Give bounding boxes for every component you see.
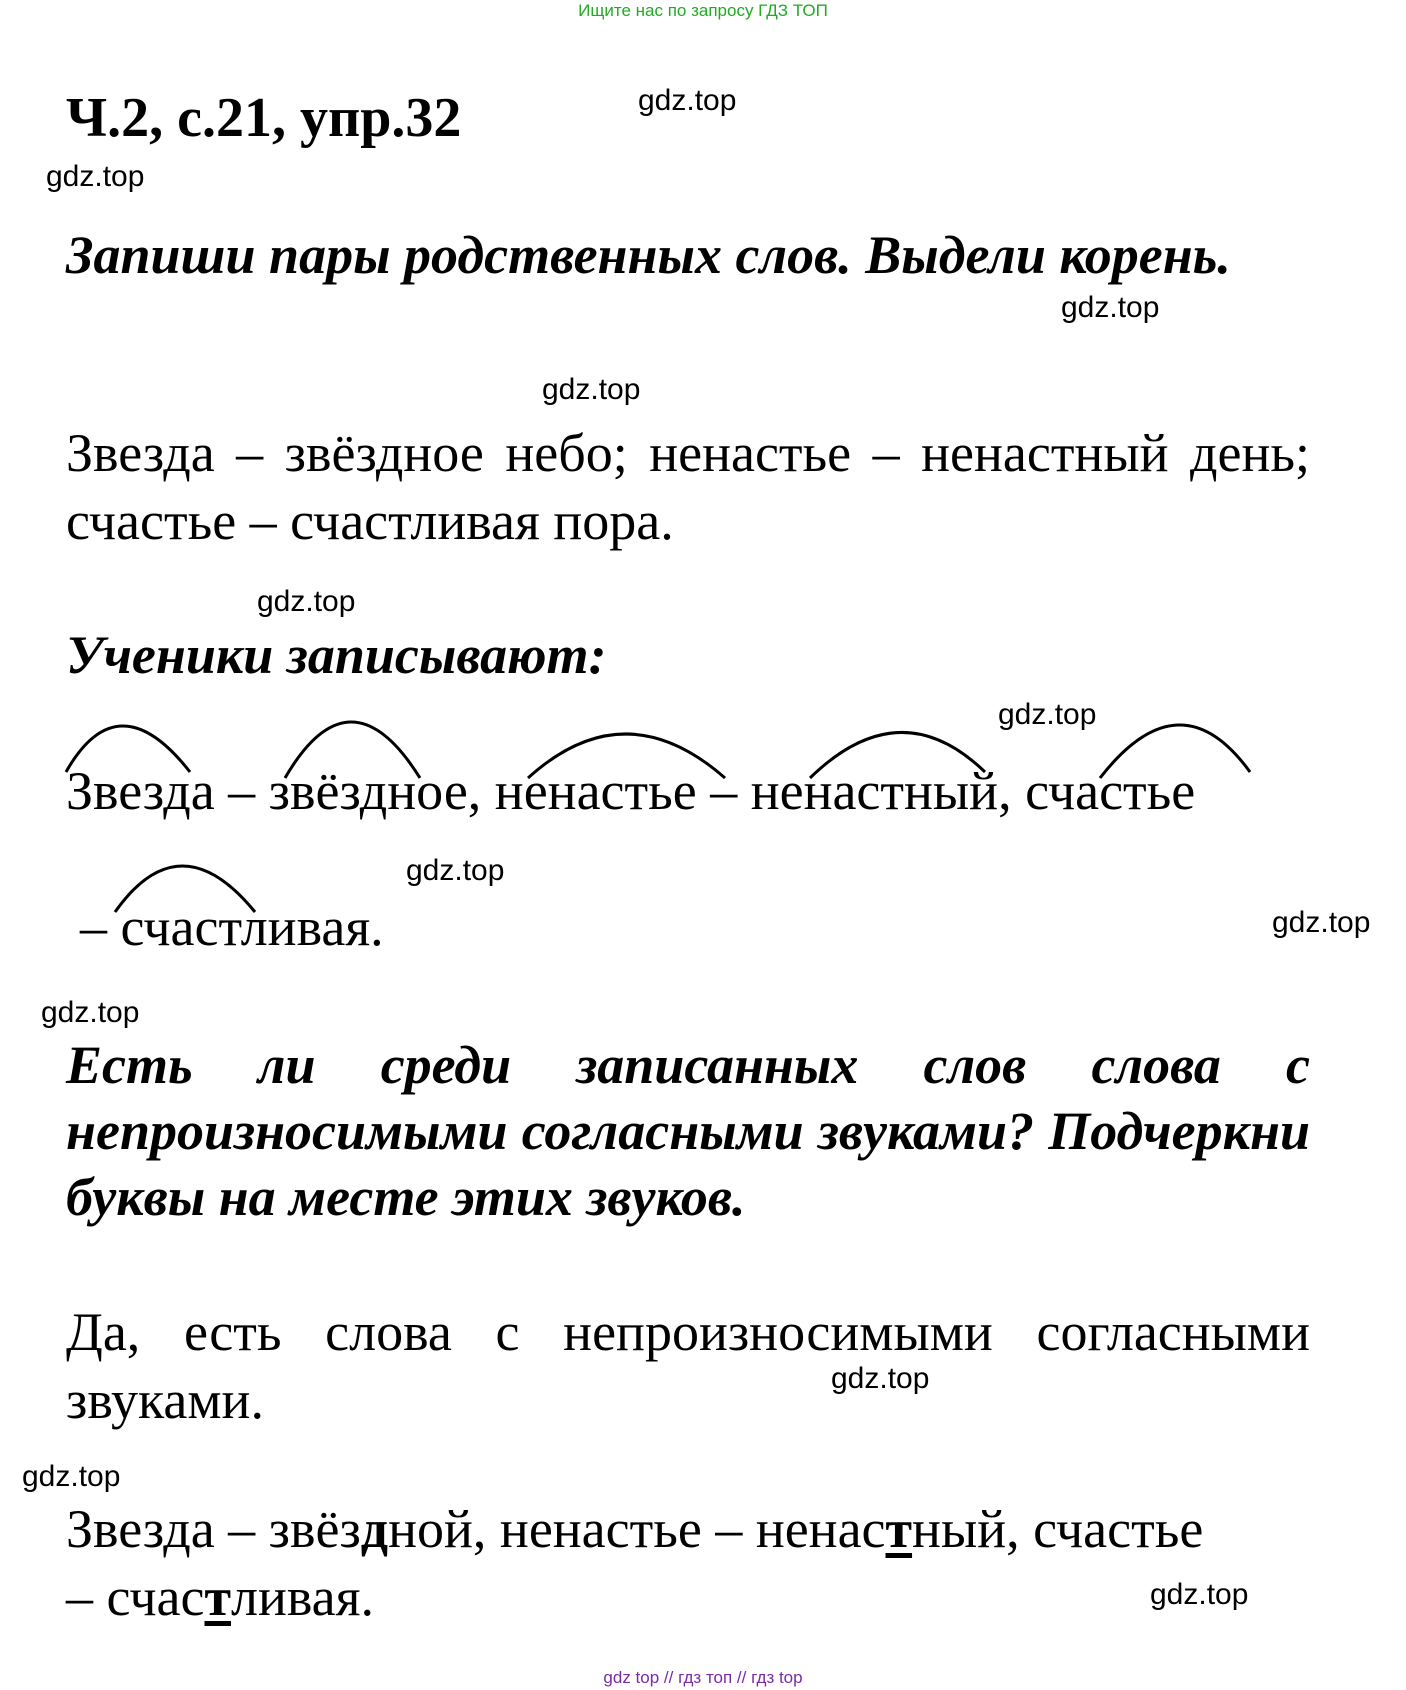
watermark: gdz.top <box>998 698 1097 731</box>
underlined-letter: т <box>885 1499 913 1559</box>
task-instruction-1: Запиши пары родственных слов. Выдели корень. <box>66 225 1231 285</box>
watermark: gdz.top <box>22 1460 121 1493</box>
answer-paragraph-2: Да, есть слова с непроизносимыми согласными звуками. <box>66 1302 1310 1430</box>
watermark: gdz.top <box>638 84 737 117</box>
text-segment: ный, счастье <box>912 1499 1204 1559</box>
text-segment: Звезда – звёз <box>66 1499 361 1559</box>
watermark: gdz.top <box>46 160 145 193</box>
answer-paragraph-1: Звезда – звёздное небо; ненастье – ненастный день; счастье – счастливая пора. <box>66 423 1310 551</box>
text-segment: – счас <box>66 1567 205 1627</box>
text-segment: ной, ненастье – ненас <box>388 1499 886 1559</box>
text-segment: ливая. <box>231 1567 374 1627</box>
roots-line-1: Звезда – звёздное, ненастье – ненастный, счастье <box>66 761 1196 821</box>
task-instruction-2: Есть ли среди записанных слов слова с непроизносимыми согласными звуками? Подчеркни буквы на месте этих звуков. <box>66 1035 1310 1227</box>
watermark: gdz.top <box>1061 291 1160 324</box>
watermark: gdz.top <box>542 373 641 406</box>
exercise-title: Ч.2, с.21, упр.32 <box>66 87 462 149</box>
final-line-1 <box>66 1498 1203 1560</box>
top-banner: Ищите нас по запросу ГДЗ ТОП <box>578 1 828 20</box>
watermark: gdz.top <box>1272 906 1371 939</box>
students-heading: Ученики записывают: <box>66 625 607 685</box>
watermark: gdz.top <box>41 996 140 1029</box>
bottom-banner: gdz top // гдз топ // гдз top <box>603 1668 803 1687</box>
watermark: gdz.top <box>831 1362 930 1395</box>
watermark: gdz.top <box>1150 1578 1249 1611</box>
underlined-letter: т <box>204 1567 232 1627</box>
underlined-letter: д <box>360 1499 389 1559</box>
final-line-2 <box>66 1566 374 1628</box>
roots-line-2: – счастливая. <box>80 897 384 957</box>
watermark: gdz.top <box>406 854 505 887</box>
watermark: gdz.top <box>257 585 356 618</box>
